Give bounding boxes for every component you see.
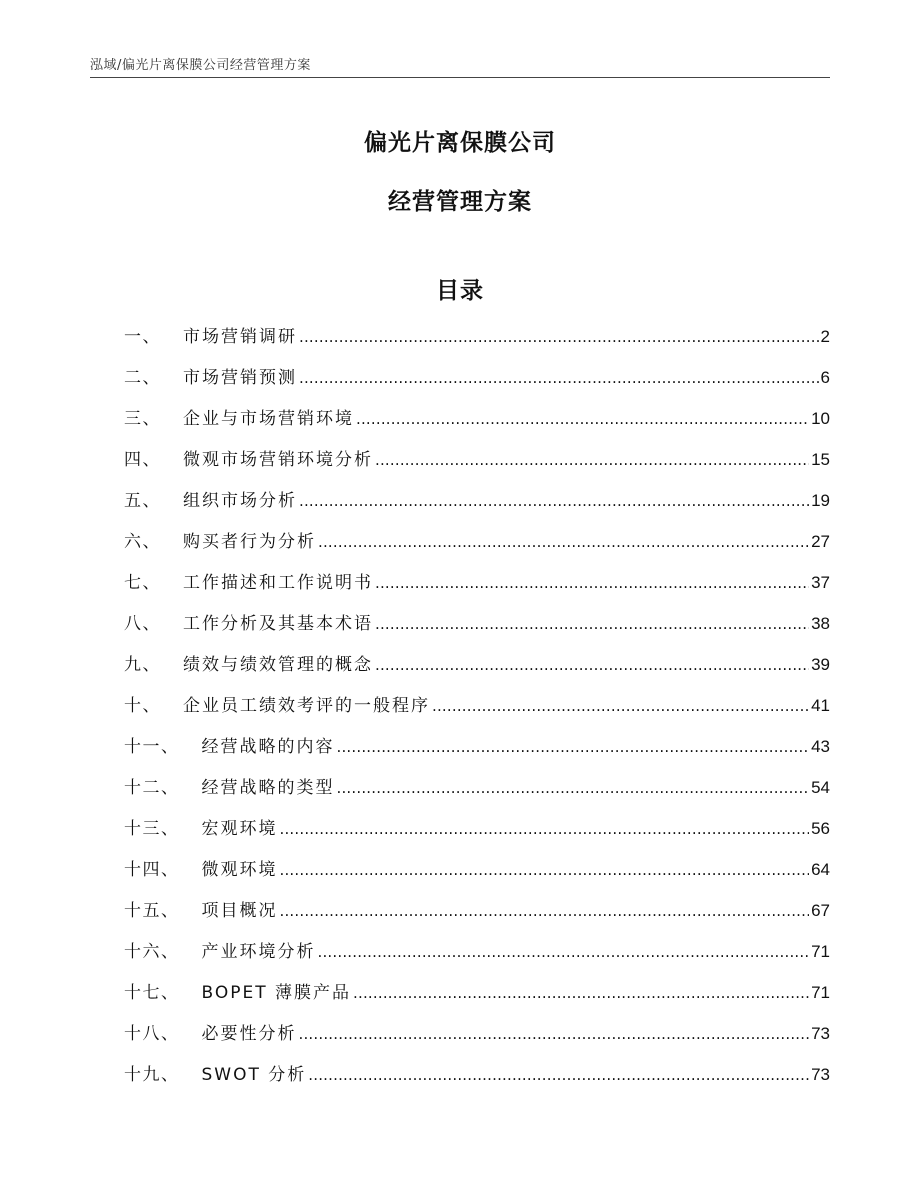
toc-entry-title: 工作描述和工作说明书 bbox=[183, 573, 373, 593]
toc-entry[interactable] bbox=[124, 404, 830, 445]
toc-entry[interactable] bbox=[124, 1019, 830, 1060]
toc-entry-number: 十四、 bbox=[124, 860, 180, 880]
toc-entry-page: 71 bbox=[811, 983, 830, 1002]
toc-entry-title: 经营战略的内容 bbox=[201, 737, 335, 757]
toc-entry[interactable] bbox=[124, 1060, 830, 1101]
toc-entry-number: 十七、 bbox=[124, 983, 180, 1003]
toc-dot-leader bbox=[375, 445, 809, 475]
toc-entry-title: 项目概况 bbox=[201, 901, 278, 921]
toc-entry-title: 微观环境 bbox=[201, 860, 278, 880]
toc-entry-title: 微观市场营销环境分析 bbox=[183, 450, 373, 470]
toc-dot-leader bbox=[337, 773, 810, 803]
toc-entry-number: 十六、 bbox=[124, 942, 180, 962]
toc-entry-title: 企业与市场营销环境 bbox=[183, 409, 354, 429]
toc-entry[interactable] bbox=[124, 322, 830, 363]
toc-entry-title: 购买者行为分析 bbox=[183, 532, 316, 552]
toc-dot-leader bbox=[299, 363, 819, 393]
table-of-contents bbox=[124, 322, 830, 1101]
toc-entry-title: 产业环境分析 bbox=[201, 942, 316, 962]
toc-entry-number: 十三、 bbox=[124, 819, 180, 839]
toc-entry-page: 43 bbox=[811, 737, 830, 756]
toc-entry[interactable] bbox=[124, 568, 830, 609]
toc-dot-leader bbox=[318, 937, 810, 967]
toc-entry-number: 一、 bbox=[124, 327, 161, 347]
toc-entry-number: 五、 bbox=[124, 491, 161, 511]
toc-entry[interactable] bbox=[124, 691, 830, 732]
toc-entry[interactable] bbox=[124, 445, 830, 486]
toc-entry-title: 宏观环境 bbox=[201, 819, 278, 839]
toc-entry-page: 54 bbox=[811, 778, 830, 797]
toc-entry-page: 15 bbox=[811, 450, 830, 469]
toc-entry-title: 工作分析及其基本术语 bbox=[183, 614, 373, 634]
toc-entry-page: 2 bbox=[820, 327, 830, 346]
toc-entry-page: 38 bbox=[811, 614, 830, 633]
toc-entry-number: 十二、 bbox=[124, 778, 180, 798]
toc-entry-title: 市场营销预测 bbox=[183, 368, 297, 388]
toc-entry-number: 三、 bbox=[124, 409, 161, 429]
toc-entry-title: 必要性分析 bbox=[201, 1024, 297, 1044]
toc-entry[interactable] bbox=[124, 814, 830, 855]
toc-entry[interactable] bbox=[124, 486, 830, 527]
document-title: 偏光片离保膜公司 bbox=[364, 130, 556, 156]
toc-dot-leader bbox=[318, 527, 809, 557]
toc-entry-page: 19 bbox=[811, 491, 830, 510]
toc-entry-title: 市场营销调研 bbox=[183, 327, 297, 347]
toc-entry-number: 七、 bbox=[124, 573, 161, 593]
toc-entry-page: 67 bbox=[811, 901, 830, 920]
toc-entry-number: 四、 bbox=[124, 450, 161, 470]
toc-entry[interactable] bbox=[124, 732, 830, 773]
toc-dot-leader bbox=[280, 896, 810, 926]
toc-entry-title: 企业员工绩效考评的一般程序 bbox=[183, 696, 430, 716]
toc-entry-number: 九、 bbox=[124, 655, 161, 675]
toc-dot-leader bbox=[375, 609, 809, 639]
toc-entry-title: 经营战略的类型 bbox=[201, 778, 335, 798]
toc-entry-page: 27 bbox=[811, 532, 830, 551]
toc-entry[interactable] bbox=[124, 609, 830, 650]
toc-entry-title: SWOT 分析 bbox=[201, 1065, 307, 1085]
toc-dot-leader bbox=[308, 1060, 809, 1090]
toc-entry-page: 64 bbox=[811, 860, 830, 879]
toc-entry-page: 73 bbox=[811, 1065, 830, 1084]
toc-entry-number: 十八、 bbox=[124, 1024, 180, 1044]
toc-entry-number: 十、 bbox=[124, 696, 161, 716]
toc-dot-leader bbox=[432, 691, 809, 721]
toc-entry[interactable] bbox=[124, 896, 830, 937]
toc-entry-page: 39 bbox=[811, 655, 830, 674]
toc-entry[interactable] bbox=[124, 773, 830, 814]
toc-entry[interactable] bbox=[124, 937, 830, 978]
header-divider bbox=[90, 77, 830, 78]
toc-dot-leader bbox=[356, 404, 809, 434]
toc-entry-number: 十一、 bbox=[124, 737, 180, 757]
toc-dot-leader bbox=[375, 650, 809, 680]
toc-entry-number: 六、 bbox=[124, 532, 161, 552]
toc-entry-page: 71 bbox=[811, 942, 830, 961]
toc-entry-page: 73 bbox=[811, 1024, 830, 1043]
running-header: 泓域/偏光片离保膜公司经营管理方案 bbox=[90, 58, 311, 73]
toc-entry-title: 绩效与绩效管理的概念 bbox=[183, 655, 373, 675]
toc-entry-number: 八、 bbox=[124, 614, 161, 634]
toc-entry-page: 37 bbox=[811, 573, 830, 592]
toc-heading: 目录 bbox=[436, 278, 484, 304]
toc-entry-number: 十五、 bbox=[124, 901, 180, 921]
toc-entry-title: BOPET 薄膜产品 bbox=[201, 983, 352, 1003]
toc-dot-leader bbox=[337, 732, 810, 762]
toc-entry-page: 56 bbox=[811, 819, 830, 838]
toc-entry[interactable] bbox=[124, 527, 830, 568]
toc-dot-leader bbox=[280, 855, 810, 885]
toc-dot-leader bbox=[280, 814, 810, 844]
toc-dot-leader bbox=[299, 1019, 810, 1049]
toc-entry-page: 41 bbox=[811, 696, 830, 715]
toc-dot-leader bbox=[375, 568, 809, 598]
toc-entry-page: 6 bbox=[820, 368, 830, 387]
toc-dot-leader bbox=[299, 486, 809, 516]
toc-dot-leader bbox=[299, 322, 819, 352]
toc-entry[interactable] bbox=[124, 650, 830, 691]
toc-entry[interactable] bbox=[124, 855, 830, 896]
toc-entry[interactable] bbox=[124, 978, 830, 1019]
document-subtitle: 经营管理方案 bbox=[388, 189, 532, 215]
toc-entry[interactable] bbox=[124, 363, 830, 404]
toc-entry-number: 十九、 bbox=[124, 1065, 180, 1085]
toc-entry-title: 组织市场分析 bbox=[183, 491, 297, 511]
toc-entry-number: 二、 bbox=[124, 368, 161, 388]
toc-entry-page: 10 bbox=[811, 409, 830, 428]
toc-dot-leader bbox=[353, 978, 809, 1008]
